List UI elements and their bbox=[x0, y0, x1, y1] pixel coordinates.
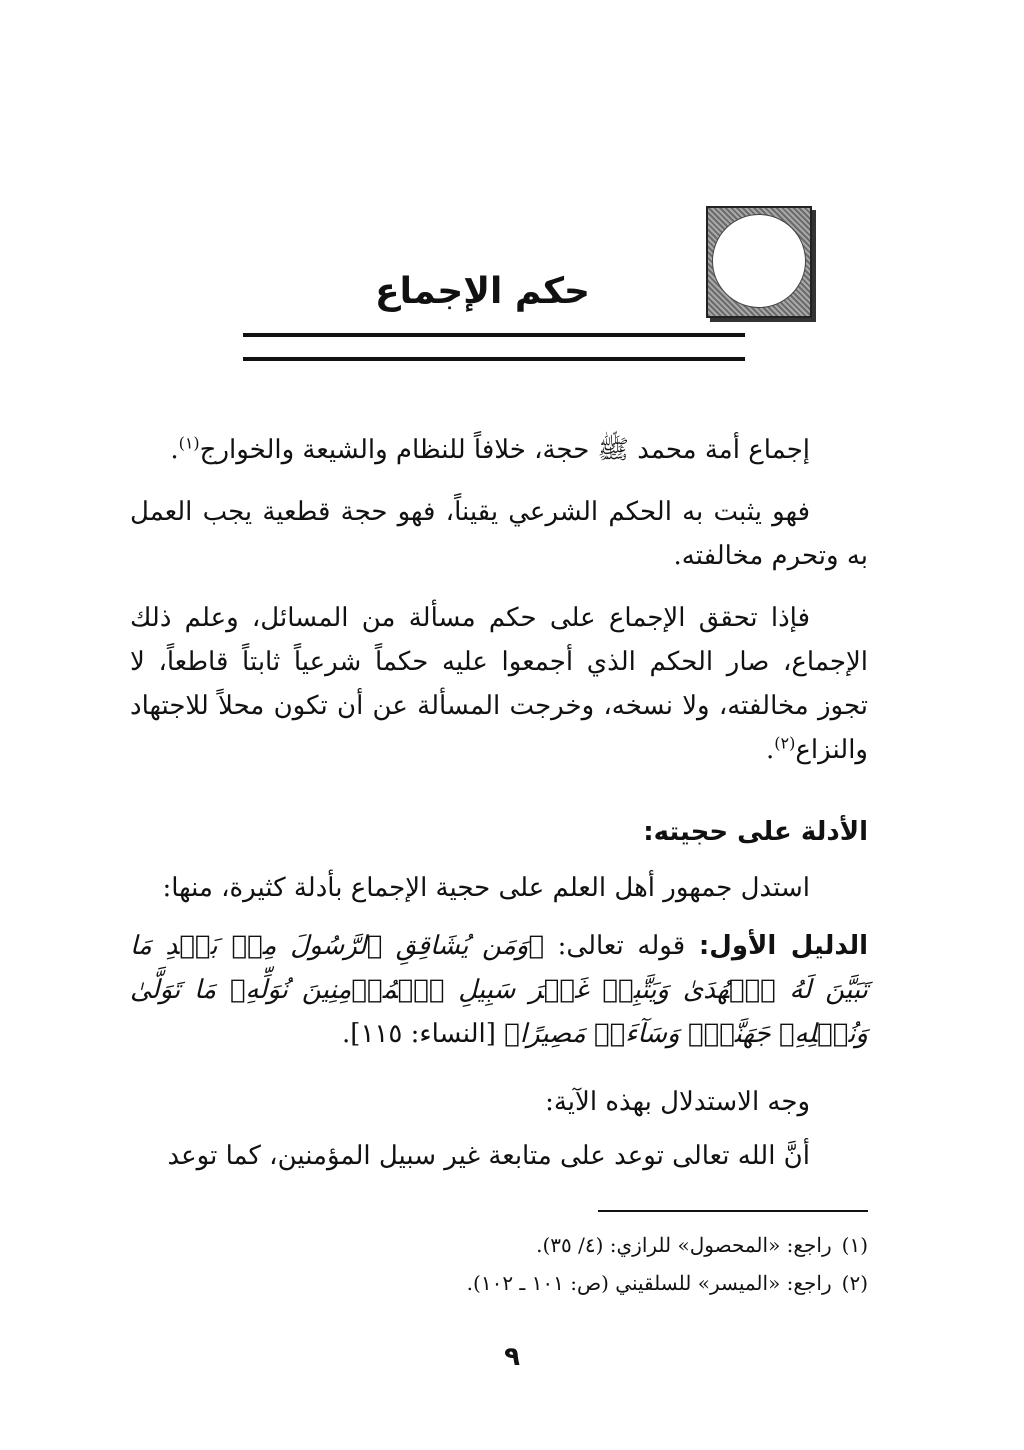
paragraph-1 bbox=[130, 428, 868, 472]
page-number: ٩ bbox=[504, 1342, 520, 1372]
paragraph-3-text: فإذا تحقق الإجماع على حكم مسألة من المسائل، وعلم ذلك الإجماع، صار الحكم الذي أجمعوا عليه حكماً شرعياً ثابتاً قاطعاً، لا تجوز مخالفته، ولا نسخه، وخرجت المسألة عن أن تكون محلاً للاجتهاد والنزاع bbox=[130, 603, 868, 765]
quran-verse: ﴿وَمَن يُشَاقِقِ ٱلرَّسُولَ مِنۢ بَعۡدِ مَا تَبَيَّنَ لَهُ ٱلۡهُدَىٰ وَيَتَّبِعۡ غَيۡرَ سَبِيلِ ٱلۡمُؤۡمِنِينَ نُوَلِّهِۦ مَا تَوَلَّىٰ وَنُصۡلِهِۦ جَهَنَّمَۖ وَسَآءَتۡ مَصِيرًا﴾ bbox=[130, 931, 868, 1049]
chapter-title: حكم الإجماع bbox=[375, 271, 590, 312]
paragraph-1-text: إجماع أمة محمد ﷺ حجة، خلافاً للنظام والشيعة والخوارج bbox=[199, 435, 810, 465]
section-intro: استدل جمهور أهل العلم على حجية الإجماع بأدلة كثيرة، منها: bbox=[162, 873, 810, 903]
reasoning-text: أنَّ الله تعالى توعد على متابعة غير سبيل المؤمنين، كما توعد bbox=[167, 1141, 810, 1171]
title-rule-upper bbox=[243, 333, 745, 337]
paragraph-1-tail: . bbox=[170, 435, 179, 465]
footnote-ref-2: (٢) bbox=[774, 733, 796, 753]
footnote-separator bbox=[598, 1210, 868, 1212]
footnote-2 bbox=[300, 1268, 868, 1298]
evidence-lead: الدليل الأول: bbox=[698, 931, 869, 961]
evidence-text: قوله تعالى: bbox=[557, 931, 686, 961]
evidence-paragraph bbox=[130, 924, 868, 1056]
section-heading: الأدلة على حجيته: bbox=[643, 817, 868, 847]
title-rule-lower bbox=[243, 357, 745, 361]
paragraph-2: فهو يثبت به الحكم الشرعي يقيناً، فهو حجة قطعية يجب العمل به وتحرم مخالفته. bbox=[130, 497, 868, 571]
paragraph-3 bbox=[130, 596, 868, 772]
chapter-emblem-icon bbox=[706, 206, 812, 318]
footnote-2-number: (٢) bbox=[841, 1271, 868, 1295]
footnote-2-text: راجع: «الميسر» للسلقيني (ص: ١٠١ ـ ١٠٢). bbox=[466, 1271, 832, 1295]
footnote-1 bbox=[300, 1230, 868, 1260]
footnote-1-number: (١) bbox=[841, 1233, 868, 1257]
paragraph-3-tail: . bbox=[766, 735, 775, 765]
footnote-ref-1: (١) bbox=[178, 433, 200, 453]
reasoning-label: وجه الاستدلال بهذه الآية: bbox=[545, 1087, 810, 1117]
footnote-1-text: راجع: «المحصول» للرازي: (٤/ ٣٥). bbox=[536, 1233, 832, 1257]
verse-reference: [النساء: ١١٥]. bbox=[342, 1019, 496, 1049]
